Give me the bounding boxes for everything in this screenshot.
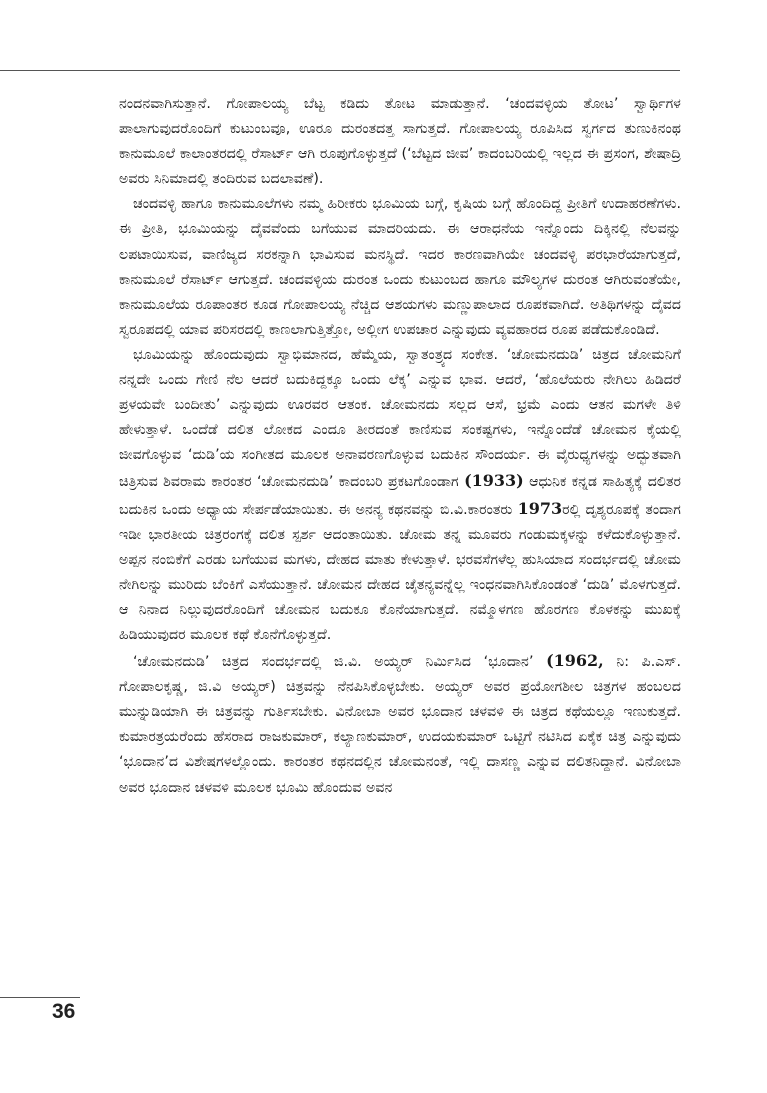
paragraph-4: [119, 648, 681, 801]
header-rule: [0, 70, 680, 71]
text-run: ಭೂಮಿಯನ್ನು ಹೊಂದುವುದು ಸ್ವಾಭಿಮಾನದ, ಹೆಮ್ಮೆಯ, ಸ್ವಾತಂತ್ರ್ಯದ ಸಂಕೇತ. ‘ಚೋಮನದುಡಿ’ ಚಿತ್ರದ ಚೋಮನಿಗೆ ನನ್ನದೇ ಒಂದು ಗೇಣಿ ನೆಲ ಆದರೆ ಬದುಕಿದ್ದಕ್ಕೂ ಒಂದು ಲೆಕ್ಕ’ ಎನ್ನುವ ಭಾವ. ಆದರೆ, ‘ಹೊಲೆಯರು ನೇಗಿಲು ಹಿಡಿದರೆ ಪ್ರಳಯವೇ ಬಂದೀತು’ ಎನ್ನುವುದು ಊರವರ ಆತಂಕ. ಚೋಮನದು ಸಲ್ಲದ ಆಸೆ, ಭ್ರಮೆ ಎಂದು ಆತನ ಮಗಳೇ ತಿಳಿ ಹೇಳುತ್ತಾಳೆ. ಒಂದೆಡೆ ದಲಿತ ಲೋಕದ ಎಂದೂ ತೀರದಂತೆ ಕಾಣಿಸುವ ಸಂಕಷ್ಟಗಳು, ಇನ್ನೊಂದೆಡೆ ಚೋಮನ ಕೈಯಲ್ಲಿ ಜೀವಗೊಳ್ಳುವ ‘ದುಡಿ’ಯ ಸಂಗೀತದ ಮೂಲಕ ಅನಾವರಣಗೊಳ್ಳುವ ಬದುಕಿನ ಸೌಂದರ್ಯ. ಈ ವೈರುಧ್ಯಗಳನ್ನು ಅದ್ಭುತವಾಗಿ ಚಿತ್ರಿಸುವ ಶಿವರಾಮ ಕಾರಂತರ ‘ಚೋಮನದುಡಿ’ ಕಾದಂಬರಿ ಪ್ರಕಟಗೊಂಡಾಗ: [119, 346, 681, 491]
year-number: (1933): [464, 471, 524, 491]
paragraph-3: [119, 343, 681, 648]
year-number: 1973: [517, 498, 563, 518]
footer-rule: [0, 997, 80, 998]
year-number: (1962,: [546, 651, 604, 671]
text-run: ರಲ್ಲಿ ದೃಶ್ಯರೂಪಕ್ಕೆ ತಂದಾಗ ಇಡೀ ಭಾರತೀಯ ಚಿತ್ರರಂಗಕ್ಕೆ ದಲಿತ ಸ್ಪರ್ಶ ಆದಂತಾಯಿತು. ಚೋಮ ತನ್ನ ಮೂವರು ಗಂಡುಮಕ್ಕಳನ್ನು ಕಳೆದುಕೊಳ್ಳುತ್ತಾನೆ. ಅಪ್ಪನ ನಂಬಿಕೆಗೆ ಎರಡು ಬಗೆಯುವ ಮಗಳು, ದೇಹದ ಮಾತು ಕೇಳುತ್ತಾಳೆ. ಭರವಸೆಗಳೆಲ್ಲ ಹುಸಿಯಾದ ಸಂದರ್ಭದಲ್ಲಿ ಚೋಮ ನೇಗಿಲನ್ನು ಮುರಿದು ಬೆಂಕಿಗೆ ಎಸೆಯುತ್ತಾನೆ. ಚೋಮನ ದೇಹದ ಚೈತನ್ಯವನ್ನೆಲ್ಲ ಇಂಧನವಾಗಿಸಿಕೊಂಡಂತೆ ‘ದುಡಿ’ ಮೊಳಗುತ್ತದೆ. ಆ ನಿನಾದ ನಿಲ್ಲುವುದರೊಂದಿಗೆ ಚೋಮನ ಬದುಕೂ ಕೊನೆಯಾಗುತ್ತದೆ. ನಮ್ಮೊಳಗಣ ಹೊರಗಣ ಕೊಳಕನ್ನು ಮುಖಕ್ಕೆ ಹಿಡಿಯುವುದರ ಮೂಲಕ ಕಥೆ ಕೊನೆಗೊಳ್ಳುತ್ತದೆ.: [119, 501, 681, 643]
page-number: 36: [52, 1000, 76, 1023]
text-run: ನಂದನವಾಗಿಸುತ್ತಾನೆ. ಗೋಪಾಲಯ್ಯ ಬೆಟ್ಟ ಕಡಿದು ತೋಟ ಮಾಡುತ್ತಾನೆ. ‘ಚಂದವಳ್ಳಿಯ ತೋಟ’ ಸ್ವಾರ್ಥಿಗಳ ಪಾಲಾಗುವುದರೊಂದಿಗೆ ಕುಟುಂಬವೂ, ಊರೂ ದುರಂತದತ್ತ ಸಾಗುತ್ತದೆ. ಗೋಪಾಲಯ್ಯ ರೂಪಿಸಿದ ಸ್ವರ್ಗದ ತುಣುಕಿನಂಥ ಕಾನುಮೂಲೆ ಕಾಲಾಂತರದಲ್ಲಿ ರೆಸಾರ್ಟ್ ಆಗಿ ರೂಪುಗೊಳ್ಳುತ್ತದೆ (‘ಬೆಟ್ಟದ ಜೀವ’ ಕಾದಂಬರಿಯಲ್ಲಿ ಇಲ್ಲದ ಈ ಪ್ರಸಂಗ, ಶೇಷಾದ್ರಿ ಅವರು ಸಿನಿಮಾದಲ್ಲಿ ತಂದಿರುವ ಬದಲಾವಣೆ).: [119, 96, 681, 188]
text-run: ಚಂದವಳ್ಳಿ ಹಾಗೂ ಕಾನುಮೂಲೆಗಳು ನಮ್ಮ ಹಿರೀಕರು ಭೂಮಿಯ ಬಗ್ಗೆ, ಕೃಷಿಯ ಬಗ್ಗೆ ಹೊಂದಿದ್ದ ಪ್ರೀತಿಗೆ ಉದಾಹರಣೆಗಳು. ಈ ಪ್ರೀತಿ, ಭೂಮಿಯನ್ನು ದೈವವೆಂದು ಬಗೆಯುವ ಮಾದರಿಯದು. ಈ ಆರಾಧನೆಯ ಇನ್ನೊಂದು ದಿಕ್ಕಿನಲ್ಲಿ ನೆಲವನ್ನು ಲಪಟಾಯಿಸುವ, ವಾಣಿಜ್ಯದ ಸರಕನ್ನಾಗಿ ಭಾವಿಸುವ ಮನಸ್ಥಿದೆ. ಇದರ ಕಾರಣವಾಗಿಯೇ ಚಂದವಳ್ಳಿ ಪರಭಾರೆಯಾಗುತ್ತದೆ, ಕಾನುಮೂಲೆ ರೆಸಾರ್ಟ್ ಆಗುತ್ತದೆ. ಚಂದವಳ್ಳಿಯ ದುರಂತ ಒಂದು ಕುಟುಂಬದ ಹಾಗೂ ಮೌಲ್ಯಗಳ ದುರಂತ ಆಗಿರುವಂತೆಯೇ, ಕಾನುಮೂಲೆಯ ರೂಪಾಂತರ ಕೂಡ ಗೋಪಾಲಯ್ಯ ನೆಚ್ಚಿದ ಆಶಯಗಳು ಮಣ್ಣುಪಾಲಾದ ರೂಪಕವಾಗಿದೆ. ಅತಿಥಿಗಳನ್ನು ದೈವದ ಸ್ವರೂಪದಲ್ಲಿ ಯಾವ ಪರಿಸರದಲ್ಲಿ ಕಾಣಲಾಗುತ್ತಿತ್ತೋ, ಅಲ್ಲೀಗ ಉಪಚಾರ ಎನ್ನುವುದು ವ್ಯವಹಾರದ ರೂಪ ಪಡೆದುಕೊಂಡಿದೆ.: [119, 196, 681, 338]
body-text: [119, 92, 681, 801]
text-run: ಆಧುನಿಕ ಕನ್ನಡ ಸಾಹಿತ್ಯಕ್ಕೆ ದಲಿತರ ಬದುಕಿನ ಒಂದು ಅಧ್ಯಾಯ ಸೇರ್ಪಡೆಯಾಯಿತು. ಈ ಅನನ್ಯ ಕಥನವನ್ನು ಬಿ.ವಿ.ಕಾರಂತರು: [119, 474, 681, 518]
paragraph-2: [119, 192, 681, 343]
text-run: ನಿ: ಪಿ.ಎಸ್. ಗೋಪಾಲಕೃಷ್ಣ, ಜಿ.ವಿ ಅಯ್ಯರ್) ಚಿತ್ರವನ್ನು ನೆನಪಿಸಿಕೊಳ್ಳಬೇಕು. ಅಯ್ಯರ್ ಅವರ ಪ್ರಯೋಗಶೀಲ ಚಿತ್ರಗಳ ಹಂಬಲದ ಮುನ್ನುಡಿಯಾಗಿ ಈ ಚಿತ್ರವನ್ನು ಗುರ್ತಿಸಬೇಕು. ವಿನೋಬಾ ಅವರ ಭೂದಾನ ಚಳವಳಿ ಈ ಚಿತ್ರದ ಕಥೆಯಲ್ಲೂ ಇಣುಕುತ್ತದೆ. ಕುಮಾರತ್ರಯರೆಂದು ಹೆಸರಾದ ರಾಜಕುಮಾರ್, ಕಲ್ಯಾಣಕುಮಾರ್, ಉದಯಕುಮಾರ್ ಒಟ್ಟಿಗೆ ನಟಿಸಿದ ಏಕೈಕ ಚಿತ್ರ ಎನ್ನುವುದು ‘ಭೂದಾನ’ದ ವಿಶೇಷಗಳಲ್ಲೊಂದು. ಕಾರಂತರ ಕಥನದಲ್ಲಿನ ಚೋಮನಂತೆ, ಇಲ್ಲಿ ದಾಸಣ್ಣ ಎನ್ನುವ ದಲಿತನಿದ್ದಾನೆ. ವಿನೋಬಾ ಅವರ ಭೂದಾನ ಚಳವಳಿ ಮೂಲಕ ಭೂಮಿ ಹೊಂದುವ ಅವನ: [119, 654, 681, 796]
paragraph-1: [119, 92, 681, 192]
text-run: ‘ಚೋಮನದುಡಿ’ ಚಿತ್ರದ ಸಂದರ್ಭದಲ್ಲಿ ಜಿ.ವಿ. ಅಯ್ಯರ್ ನಿರ್ಮಿಸಿದ ‘ಭೂದಾನ’: [133, 654, 547, 671]
